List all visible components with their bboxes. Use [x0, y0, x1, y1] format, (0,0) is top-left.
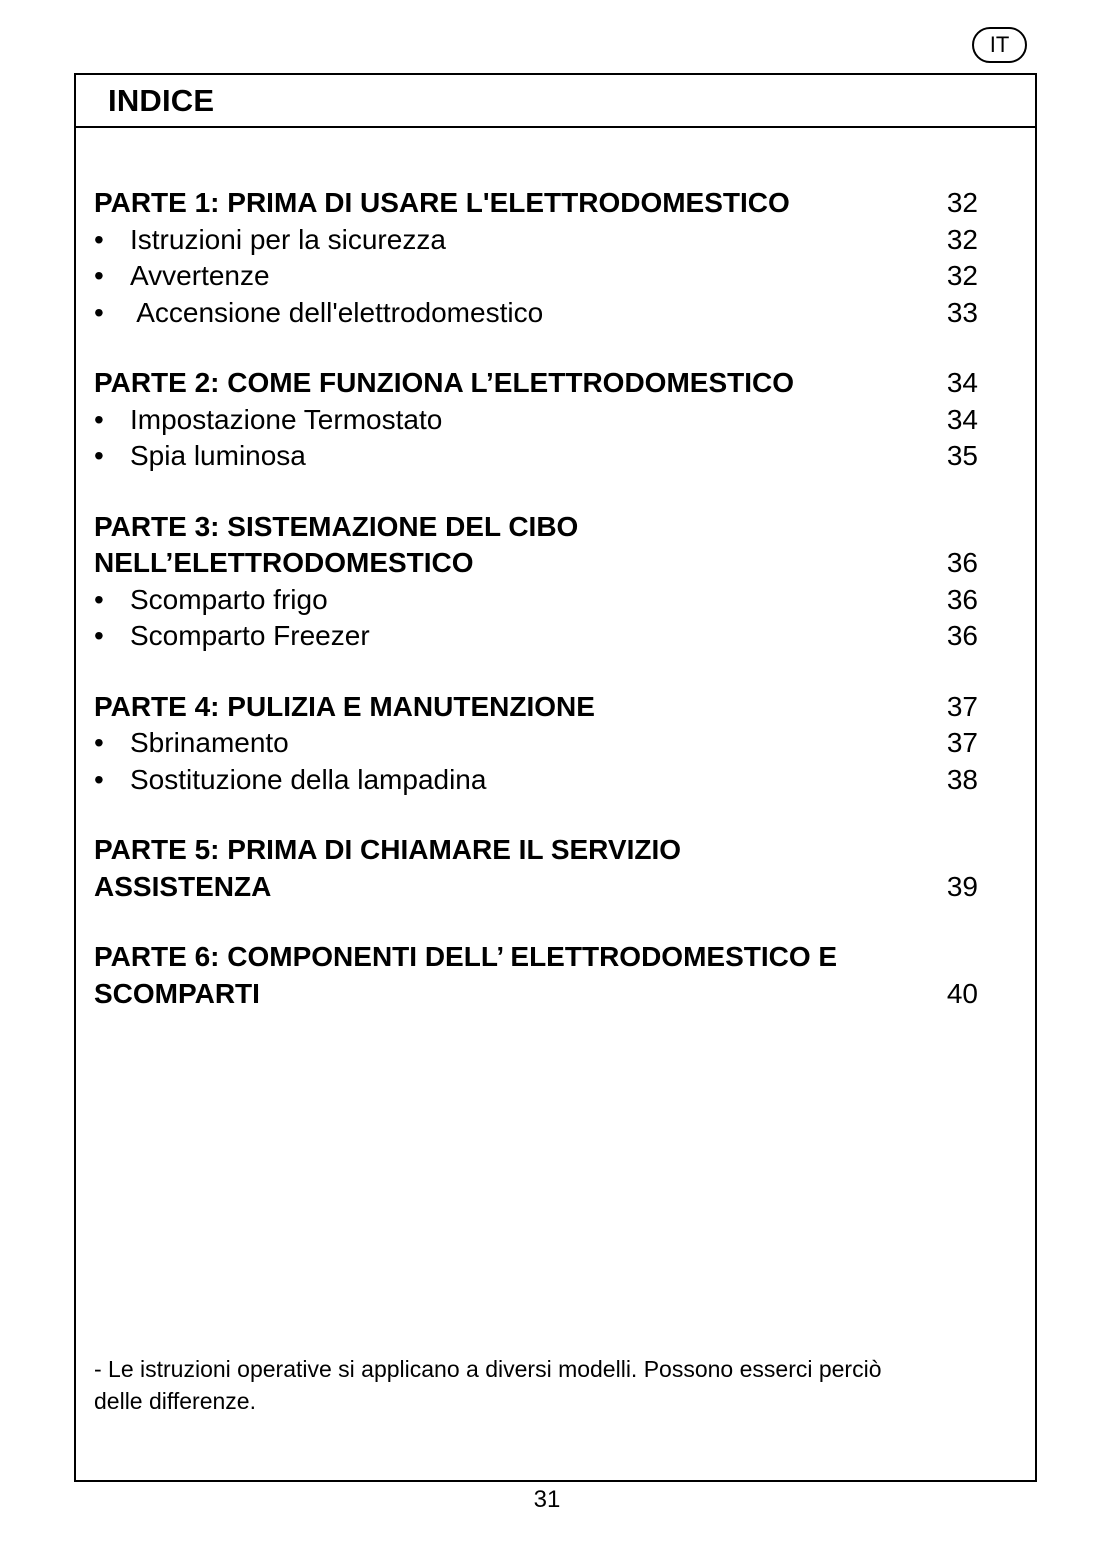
- toc-section-heading: [94, 869, 978, 906]
- toc-section: [94, 185, 978, 331]
- toc-page-number: 37: [946, 727, 978, 758]
- toc-section-heading: [94, 365, 978, 402]
- toc-page-number: 34: [946, 403, 978, 435]
- index-frame: [74, 73, 1037, 1482]
- toc-heading-text: PARTE 3: SISTEMAZIONE DEL CIBO: [94, 510, 579, 542]
- toc-item-label: Impostazione Termostato: [130, 403, 443, 435]
- bullet-icon: •: [94, 583, 104, 615]
- toc-item-label: Accensione dell'elettrodomestico: [130, 296, 544, 328]
- toc-page-number: 36: [946, 547, 978, 578]
- toc-item-label: Spia luminosa: [130, 440, 306, 471]
- toc-item: [94, 258, 978, 295]
- toc-section-heading: [94, 939, 978, 976]
- footnote-line-2: delle differenze.: [94, 1388, 256, 1414]
- toc-page-number: 34: [946, 367, 978, 398]
- toc-item: [94, 295, 978, 332]
- toc-item-label: Scomparto Freezer: [130, 620, 370, 651]
- toc-item-label: Sbrinamento: [130, 727, 289, 758]
- toc-page-number: 32: [946, 223, 978, 255]
- toc-section-heading: [94, 509, 978, 546]
- toc-heading-text: SCOMPARTI: [94, 977, 260, 1009]
- toc-item-label: Istruzioni per la sicurezza: [130, 223, 446, 255]
- toc-page-number: 40: [946, 977, 978, 1009]
- toc-item: [94, 618, 978, 655]
- title-bar: [76, 75, 1035, 128]
- toc-item: [94, 582, 978, 619]
- toc-section: [94, 509, 978, 655]
- toc-page-number: 36: [946, 620, 978, 651]
- toc-heading-text: PARTE 2: COME FUNZIONA L’ELETTRODOMESTICO: [94, 367, 794, 398]
- bullet-icon: •: [94, 403, 104, 435]
- toc-page-number: 33: [946, 296, 978, 328]
- toc-item-label: Sostituzione della lampadina: [130, 763, 487, 795]
- toc-page-number: 35: [946, 440, 978, 471]
- toc-section: [94, 689, 978, 799]
- bullet-icon: •: [94, 223, 104, 255]
- bullet-icon: •: [94, 440, 104, 471]
- toc-heading-text: PARTE 4: PULIZIA E MANUTENZIONE: [94, 690, 595, 722]
- toc-heading-text: NELL’ELETTRODOMESTICO: [94, 547, 474, 578]
- table-of-contents: [94, 185, 978, 1046]
- bullet-icon: •: [94, 763, 104, 795]
- bullet-icon: •: [94, 620, 104, 651]
- toc-item-label: Scomparto frigo: [130, 583, 328, 615]
- toc-page-number: 38: [946, 763, 978, 795]
- toc-page-number: 36: [946, 583, 978, 615]
- toc-item: [94, 402, 978, 439]
- toc-item-label: Avvertenze: [130, 260, 270, 291]
- toc-page-number: 37: [946, 690, 978, 722]
- toc-item: [94, 222, 978, 259]
- page-title: INDICE: [108, 83, 215, 118]
- toc-item: [94, 725, 978, 762]
- toc-section-heading: [94, 689, 978, 726]
- toc-section: [94, 832, 978, 905]
- toc-section-heading: [94, 832, 978, 869]
- toc-page-number: 39: [946, 870, 978, 902]
- bullet-icon: •: [94, 296, 104, 328]
- toc-heading-text: PARTE 1: PRIMA DI USARE L'ELETTRODOMESTICO: [94, 187, 790, 218]
- toc-heading-text: PARTE 5: PRIMA DI CHIAMARE IL SERVIZIO: [94, 834, 682, 865]
- toc-section-heading: [94, 976, 978, 1013]
- toc-heading-text: PARTE 6: COMPONENTI DELL’ ELETTRODOMESTICO E: [94, 941, 838, 972]
- toc-heading-text: ASSISTENZA: [94, 870, 272, 902]
- toc-section-heading: [94, 545, 978, 582]
- footnote: [94, 1353, 994, 1417]
- toc-section: [94, 365, 978, 475]
- footnote-line-1: - Le istruzioni operative si applicano a diversi modelli. Possono esserci perciò: [94, 1356, 882, 1382]
- language-badge: IT: [972, 27, 1027, 63]
- page-number: 31: [533, 1486, 561, 1513]
- bullet-icon: •: [94, 260, 104, 291]
- toc-section: [94, 939, 978, 1012]
- toc-item: [94, 762, 978, 799]
- toc-item: [94, 438, 978, 475]
- toc-page-number: 32: [946, 260, 978, 291]
- toc-section-heading: [94, 185, 978, 222]
- bullet-icon: •: [94, 727, 104, 758]
- toc-page-number: 32: [946, 187, 978, 218]
